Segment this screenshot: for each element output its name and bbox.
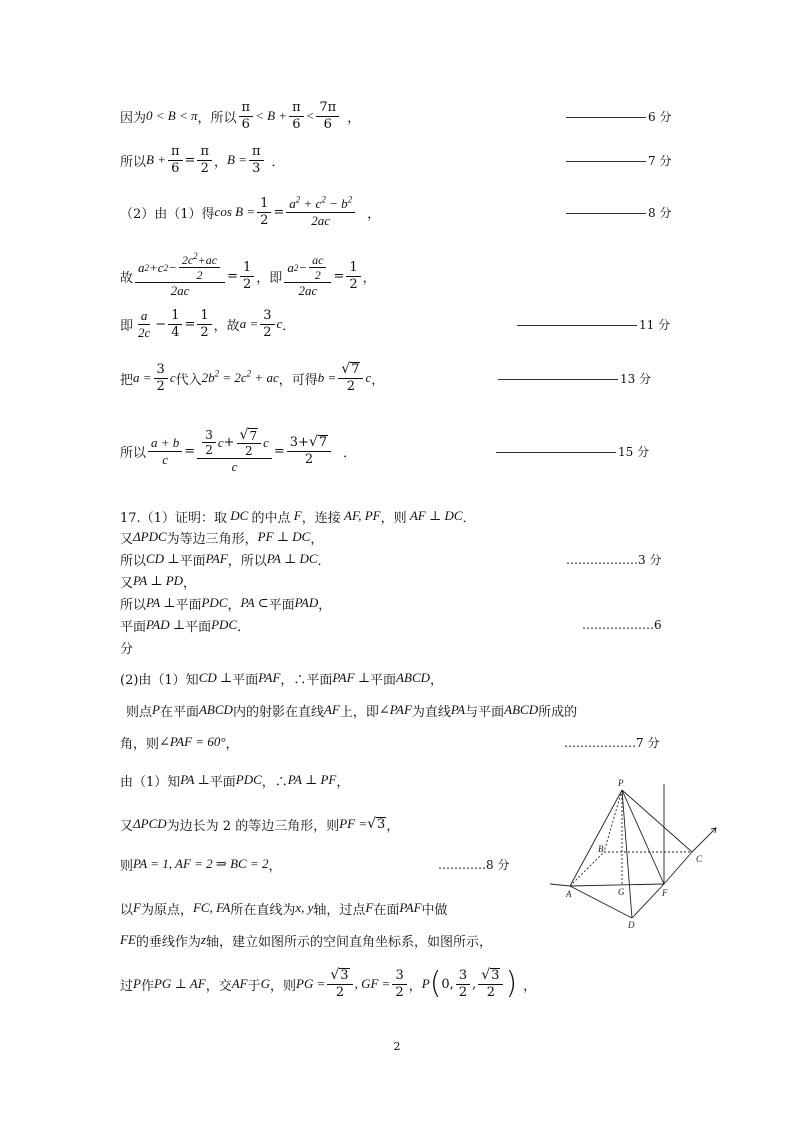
text: 平面 <box>268 597 295 613</box>
text: 平面 <box>120 619 147 635</box>
text: 轴，过点 <box>313 902 366 918</box>
text: 为等边三角形， <box>166 531 258 547</box>
line-17: 角，则 ∠PAF = 60° ， ………………7 分 <box>120 734 660 752</box>
label-P: P <box>618 778 624 788</box>
text: 又 <box>120 531 134 547</box>
line-7: 所以 $\frac{a + b}{c}$ = $\frac{3}{2}$ c + √ 7 2 c c = 3+ √ 7 2 ． 15 分 <box>120 426 650 474</box>
text: ， <box>430 672 444 688</box>
line-15: (2)由（1）知 CD ⊥ 平面 PAF ，∴平面 PAF ⊥ 平面 ABCD ， <box>120 670 444 688</box>
text: 则点 <box>126 704 153 720</box>
text: ， <box>310 531 324 547</box>
text: 所在直线为 <box>230 902 296 918</box>
text: 角，则 <box>120 736 160 752</box>
text: 又 <box>120 575 134 591</box>
text: ． <box>317 553 331 569</box>
text: ，故 <box>213 318 240 334</box>
text: ，连接 <box>301 510 341 526</box>
score-label: 7 分 <box>648 153 672 168</box>
text: 所以 <box>120 597 147 613</box>
line-12: 所以 PA ⊥ 平面 PDC ， PA ⊂ 平面 PAD ， <box>120 595 332 613</box>
edge-FC <box>664 852 692 884</box>
label-C: C <box>696 854 703 864</box>
text: ． <box>462 510 476 526</box>
text: 所以 <box>120 553 147 569</box>
line-9: 又 ΔPDC 为等边三角形， PF ⊥ DC ， <box>120 529 324 547</box>
line-8: 17.（1）证明：取 DC 的中点 F ，连接 AF, PF ，则 AF ⊥ DC ． <box>120 508 476 526</box>
line-19: 又 ΔPCD 为边长为 2 的等边三角形，则 PF = √ 3 ， <box>120 815 400 834</box>
edge-PB <box>604 790 622 852</box>
text: 在平面 <box>159 704 199 720</box>
text: 平面 <box>175 597 202 613</box>
line-16: 则点 P 在平面 ABCD 内的射影在直线 AF 上，即 ∠PAF 为直线 PA 与平面 ABCD 所成的 <box>126 702 578 720</box>
text: 轴，建立如图所示的空间直角坐标系，如图所示， <box>205 934 492 950</box>
text: 代入 <box>175 372 202 388</box>
label-F: F <box>662 888 668 898</box>
text: ，所以 <box>197 110 237 126</box>
y-axis <box>550 884 570 886</box>
edge-DF <box>632 884 664 918</box>
text: 所以 <box>120 445 147 461</box>
score-label: …………8 分 <box>438 857 510 872</box>
edge-PC <box>622 790 692 852</box>
label-A: A <box>566 889 572 899</box>
text: 平面 <box>179 553 206 569</box>
score-label: 15 分 <box>618 444 650 459</box>
text: 上，即 <box>339 704 379 720</box>
text: 故 <box>120 270 134 286</box>
text: ． <box>237 619 251 635</box>
text: ， <box>386 818 400 834</box>
score-label: 13 分 <box>620 371 652 386</box>
text: 内的射影在直线 <box>232 704 324 720</box>
edge-PA <box>570 790 622 886</box>
line-22: FE 的垂线作为 z 轴，建立如图所示的空间直角坐标系，如图所示， <box>120 932 492 950</box>
text: ，∴ <box>261 774 288 790</box>
text: 在面 <box>373 902 400 918</box>
score-label: ………………3 分 <box>566 552 662 567</box>
edge-AB <box>570 852 604 886</box>
line-5: 即 $\frac{a}{2c}$ − $\frac{1}{4}$ = $\frac{1}{2}$ ，故 a = $\frac{3}{2}$ c ． 11 分 <box>120 307 671 340</box>
text: ， <box>183 575 197 591</box>
text: 则 <box>120 858 134 874</box>
score-label: 8 分 <box>648 205 672 220</box>
line-4: 故 a 2 +c 2 − $\frac{2c^2+ac}{2}$ 2ac = $\frac{1}{2}$ ，即 a 2 − $\frac{ac}{2}$ 2ac = $\frac{1}{2}$ ， <box>120 251 376 298</box>
line-2: 所以 B + $\frac{\pi}{6}$ = $\frac{\pi}{2}$ ， B = $\frac{\pi}{3}$ ． 7 分 <box>120 143 672 176</box>
text: ， <box>347 110 361 126</box>
x-axis <box>692 828 716 852</box>
text: ． <box>343 445 357 461</box>
text: 把 <box>120 372 134 388</box>
text: 平面 <box>209 774 236 790</box>
text: 分 <box>120 641 134 657</box>
text: 平面 <box>185 619 212 635</box>
line-11: 又 PA ⊥ PD ， <box>120 573 197 591</box>
text: 为直线 <box>411 704 451 720</box>
text: 中做 <box>421 902 448 918</box>
line-21: 以 F 为原点， FC, FA 所在直线为 x, y 轴，过点 F 在面 PAF 中做 <box>120 900 448 918</box>
text: 又 <box>120 818 134 834</box>
text: ， <box>362 270 376 286</box>
text: ， <box>523 978 537 994</box>
text: (2)由（1）知 <box>120 672 199 688</box>
text: 因为 <box>120 110 147 126</box>
text: 过 <box>120 978 134 994</box>
text: ，可得 <box>278 372 318 388</box>
score-label: 11 分 <box>639 317 671 332</box>
text: ， <box>371 372 385 388</box>
label-G: G <box>618 887 625 897</box>
text: 所以 <box>120 154 147 170</box>
line-23: 过 P 作 PG ⊥ AF ，交 AF 于 G ，则 PG = √ 3 2 , GF = $\frac{3}{2}$ ， P ( 0, $\frac{3}{2}$ , √ 3 2 ) ， <box>120 966 537 1001</box>
text: ，则 <box>270 978 297 994</box>
text: 作 <box>140 978 154 994</box>
text: ， <box>336 774 350 790</box>
page-number: 2 <box>393 1040 401 1053</box>
text: 以 <box>120 902 134 918</box>
line-14 <box>0 636 794 658</box>
text: ， <box>227 597 241 613</box>
text: 所成的 <box>538 704 578 720</box>
text: 为原点， <box>140 902 193 918</box>
line-1: 因为 0 < B < π ，所以 $\frac{\pi}{6}$ < B + $\frac{\pi}{6}$ < $\frac{7\pi}{6}$ ， 6 分 <box>120 99 672 132</box>
text: ， <box>367 206 381 222</box>
text: ， <box>318 597 332 613</box>
line-13: 平面 PAD ⊥ 平面 PDC ． ………………6 <box>120 617 662 635</box>
text: ，即 <box>256 270 283 286</box>
text: 即 <box>120 318 134 334</box>
text: ， <box>225 736 239 752</box>
pyramid-figure <box>540 770 730 930</box>
text: ，∴平面 <box>280 672 333 688</box>
text: ，则 <box>380 510 407 526</box>
text: （2）由（1）得 <box>120 206 215 222</box>
text: 为边长为 2 的等边三角形，则 <box>166 818 340 834</box>
score-label: 6 分 <box>648 109 672 124</box>
edge-AF <box>570 884 664 886</box>
line-20: 则 PA = 1, AF = 2 ⇒ BC = 2 ， …………8 分 <box>120 856 510 874</box>
text: 的中点 <box>251 510 291 526</box>
text: 由（1）知 <box>120 774 181 790</box>
text: 17.（1）证明：取 <box>120 510 227 526</box>
text: 于 <box>247 978 261 994</box>
line-10: 所以 CD ⊥ 平面 PAF ，所以 PA ⊥ DC ． ………………3 分 <box>120 551 662 569</box>
label-D: D <box>628 920 635 930</box>
score-label: ………………6 <box>582 618 662 632</box>
text: ，交 <box>205 978 232 994</box>
text: ， <box>268 858 282 874</box>
text: 与平面 <box>465 704 505 720</box>
line-3: （2）由（1）得 cos B = $\frac{1}{2}$ = $\frac{a^2 + c^2 - b^2}{2ac}$ ， 8 分 <box>120 194 672 228</box>
line-6: 把 a = $\frac{3}{2}$ c 代入 $2b^2 = 2c^2$ + ac ，可得 b = √ 7 2 c ， 13 分 <box>120 360 652 394</box>
text: ． <box>282 318 296 334</box>
text: 的垂线作为 <box>135 934 201 950</box>
label-B: B <box>598 844 604 854</box>
line-18: 由（1）知 PA ⊥ 平面 PDC ，∴ PA ⊥ PF ， <box>120 772 350 790</box>
text: 平面 <box>232 672 259 688</box>
text: ，所以 <box>227 553 267 569</box>
text: 平面 <box>370 672 397 688</box>
score-label: ………………7 分 <box>564 735 660 750</box>
